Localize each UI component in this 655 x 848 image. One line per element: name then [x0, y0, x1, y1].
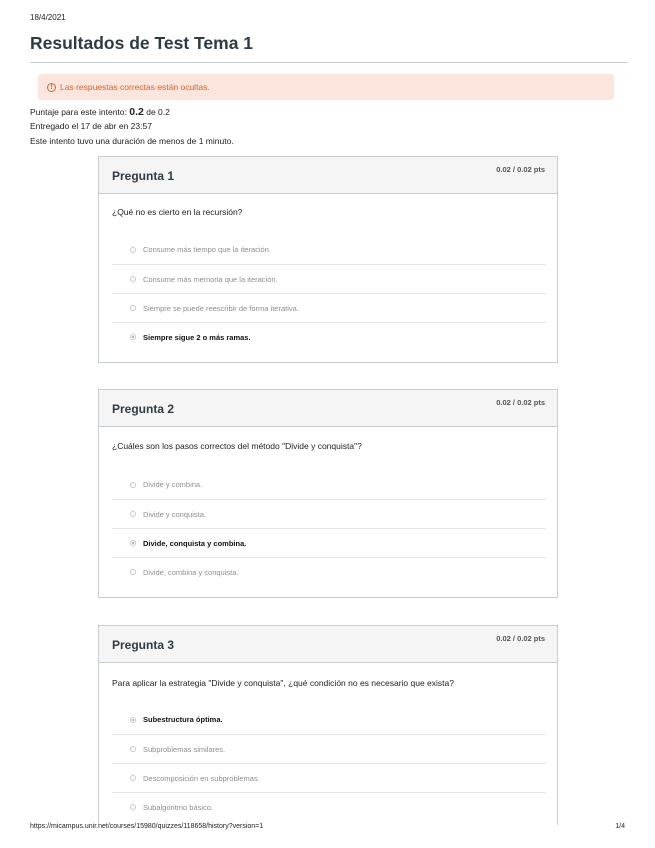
answer-option [112, 557, 546, 586]
radio-icon [130, 305, 136, 311]
answer-label: Subalgoritmo básico. [143, 802, 214, 812]
answer-option [112, 734, 546, 763]
answer-option [112, 499, 546, 528]
radio-selected-icon [130, 717, 136, 723]
answer-option [112, 470, 546, 499]
question-header [99, 390, 557, 427]
question-text: ¿Qué no es cierto en la recursión? [112, 207, 243, 217]
answer-option [112, 264, 546, 293]
question-header [99, 626, 557, 663]
answer-label: Subproblemas similares. [143, 744, 226, 754]
question-title: Pregunta 1 [112, 169, 175, 183]
print-footer-url: https://micampus.unir.net/courses/15980/quizzes/118658/history?version=1 [30, 823, 264, 830]
attempt-duration: Este intento tuvo una duración de menos de 1 minuto. [30, 136, 234, 146]
radio-icon [130, 775, 136, 781]
answer-option [112, 792, 546, 821]
answer-option-selected [112, 705, 546, 734]
answer-label: Divide, conquista y combina. [143, 538, 247, 548]
radio-icon [130, 276, 136, 282]
answer-label: Divide, combina y conquista. [143, 567, 239, 577]
question-text: Para aplicar la estrategia "Divide y conquista", ¿qué condición no es necesario que exista? [112, 678, 454, 688]
answer-label: Consume más memoria que la iteración. [143, 274, 278, 284]
question-points: 0.02 / 0.02 pts [496, 634, 545, 643]
radio-icon [130, 746, 136, 752]
question-header [99, 157, 557, 194]
answer-option-selected [112, 322, 546, 351]
answer-label: Siempre sigue 2 o más ramas. [143, 332, 251, 342]
question-card-2 [98, 389, 558, 598]
attempt-submitted: Entregado el 17 de abr en 23:57 [30, 121, 152, 131]
warning-circle-icon: ! [47, 83, 56, 92]
answer-label: Siempre se puede reescribir de forma iterativa. [143, 303, 299, 313]
page-title: Resultados de Test Tema 1 [30, 33, 254, 53]
question-card-3 [98, 625, 558, 825]
answer-option-selected [112, 528, 546, 557]
question-points: 0.02 / 0.02 pts [496, 398, 545, 407]
question-title: Pregunta 2 [112, 402, 175, 416]
radio-selected-icon [130, 334, 136, 340]
radio-icon [130, 482, 136, 488]
answer-label: Subestructura óptima. [143, 715, 223, 724]
answer-label: Divide y combina. [143, 480, 203, 489]
score-suffix: de 0.2 [146, 107, 170, 117]
question-points: 0.02 / 0.02 pts [496, 165, 545, 174]
alert-text: Las respuestas correctas están ocultas. [60, 82, 210, 92]
attempt-score [30, 106, 170, 118]
answer-option [112, 763, 546, 792]
question-text: ¿Cuáles son los pasos correctos del método "Divide y conquista"? [112, 441, 362, 451]
radio-icon [130, 569, 136, 575]
score-value: 0.2 [129, 106, 144, 118]
radio-selected-icon [130, 540, 136, 546]
radio-icon [130, 804, 136, 810]
print-footer-page-number: 1/4 [615, 823, 625, 830]
print-date: 18/4/2021 [30, 13, 66, 22]
title-divider [30, 62, 628, 63]
question-title: Pregunta 3 [112, 638, 175, 652]
radio-icon [130, 511, 136, 517]
answer-label: Descomposición en subproblemas. [143, 773, 260, 783]
answer-label: Divide y conquista. [143, 509, 206, 519]
radio-icon [130, 247, 136, 253]
answer-option [112, 235, 546, 264]
hidden-answers-alert [38, 74, 614, 100]
answer-label: Consume más tiempo que la iteración. [143, 245, 271, 254]
score-prefix: Puntaje para este intento: [30, 107, 127, 117]
answer-option [112, 293, 546, 322]
question-card-1 [98, 156, 558, 363]
